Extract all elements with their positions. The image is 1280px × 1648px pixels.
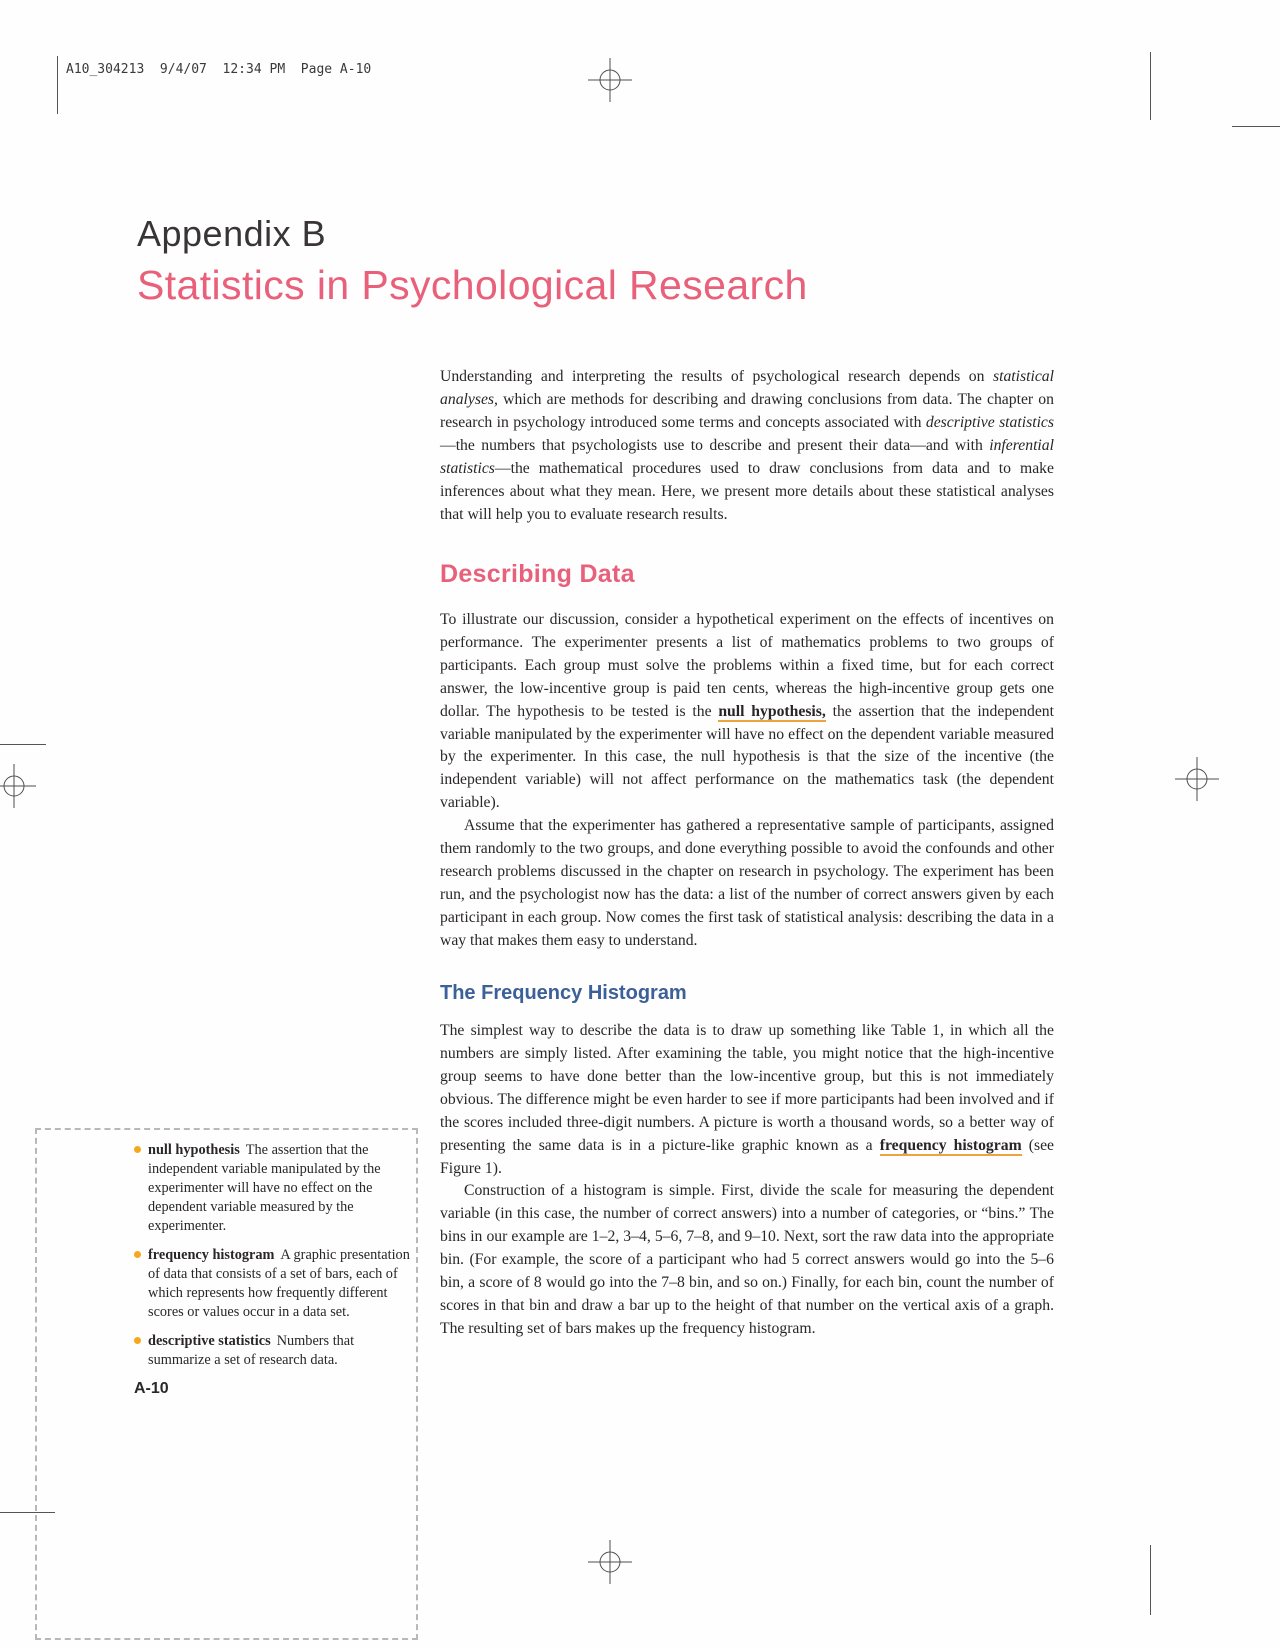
bullet-icon (134, 1251, 141, 1258)
crop-mark-left-middle (0, 744, 46, 745)
glossary-definition: Numbers that summarize a set of research data. (148, 1333, 355, 1368)
paragraph: To illustrate our discussion, consider a hypothetical experiment on the effects of incentives on performance. The experimenter presents a list of mathematics problems to two groups of participants. Each group must solve the problems within a fixed time, but for each correct answer, the low-incentive group is paid ten cents, whereas the high-incentive group gets one dollar. The hypothesis to be tested is the null hypothesis, the assertion that the independent variable manipulated by the experimenter will have no effect on the dependent variable measured by the experimenter. In this case, the null hypothesis is that the size of the incentive (the independent variable) will not affect performance on the mathematics task (the dependent variable). (440, 610, 1054, 812)
registration-mark-bottom (588, 1540, 632, 1584)
page-number: A-10 (134, 1380, 169, 1397)
bullet-icon (134, 1337, 141, 1344)
glossary-item-null-hypothesis (148, 1141, 414, 1236)
glossary-item-frequency-histogram (148, 1246, 414, 1322)
intro-paragraph: Understanding and interpreting the results of psychological research depends on statistical analyses, which are methods for describing and drawing conclusions from data. The chapter on research in psychology introduced some terms and concepts associated with descriptive statistics—the numbers that psychologists use to describe and present their data—and with inferential statistics—the mathematical procedures used to draw conclusions from data and to make inferences about what they mean. Here, we present more details about these statistical analyses that will help you to evaluate research results. (440, 368, 1054, 523)
body-column (440, 366, 1054, 1341)
registration-mark-right (1175, 757, 1219, 801)
paragraph: The simplest way to describe the data is to draw up something like Table 1, in which all the numbers are simply listed. After examining the table, you might notice that the high-incentive group seems to have done better than the low-incentive group, but this is not immediately obvious. The difference might be even harder to see if more participants had been involved and if the scores included three-digit numbers. A picture is worth a thousand words, so a better way of presenting the same data is in a picture-like graphic known as a frequency histogram (see Figure 1). (440, 1021, 1054, 1177)
page-title: Statistics in Psychological Research (137, 262, 808, 309)
glossary-definition: A graphic presentation of data that consists of a set of bars, each of which represents how frequently different scores or values occur in a data set. (148, 1247, 410, 1320)
subsection-heading-frequency-histogram: The Frequency Histogram (440, 981, 687, 1004)
crop-mark-top-left (57, 56, 58, 114)
glossary-term: frequency histogram (148, 1247, 275, 1263)
crop-mark-top-right-horizontal (1232, 126, 1280, 127)
paragraph: Assume that the experimenter has gathered a representative sample of participants, assigned them randomly to the two groups, and done everything possible to avoid the confounds and other research problems discussed in the chapter on research in psychology. The experiment has been run, and the psychologist now has the data: a list of the number of correct answers given by each participant in each group. Now comes the first task of statistical analysis: describing the data in a way that makes them easy to understand. (440, 817, 1054, 949)
crop-mark-top-right-vertical (1150, 52, 1151, 120)
bullet-icon (134, 1146, 141, 1153)
print-slug: A10_304213 9/4/07 12:34 PM Page A-10 (66, 62, 372, 77)
appendix-title: Appendix B (137, 213, 327, 254)
registration-mark-left (0, 764, 36, 808)
paragraph: Construction of a histogram is simple. First, divide the scale for measuring the dependent variable (in this case, the number of correct answers) into a number of categories, or “bins.” The bins in our example are 1–2, 3–4, 5–6, 7–8, and 9–10. Next, sort the raw data into the appropriate bin. (For example, the score of a participant who had 5 correct answers would go into the 5–6 bin, a score of 8 would go into the 7–8 bin, and so on.) Finally, for each bin, count the number of scores in that bin and draw a bar up to the height of that number on the vertical axis of a graph. The resulting set of bars makes up the frequency histogram. (440, 1182, 1054, 1337)
crop-mark-bottom-right (1150, 1545, 1151, 1615)
glossary-definition: The assertion that the independent variable manipulated by the experimenter will have no effect on the dependent variable measured by the experimenter. (148, 1142, 381, 1234)
glossary-notes (148, 1141, 414, 1380)
title-block (137, 212, 808, 310)
registration-mark-top (588, 58, 632, 102)
glossary-term: descriptive statistics (148, 1333, 271, 1349)
glossary-item-descriptive-statistics (148, 1332, 414, 1370)
glossary-term: null hypothesis (148, 1142, 240, 1158)
section-heading-describing-data: Describing Data (440, 560, 635, 589)
